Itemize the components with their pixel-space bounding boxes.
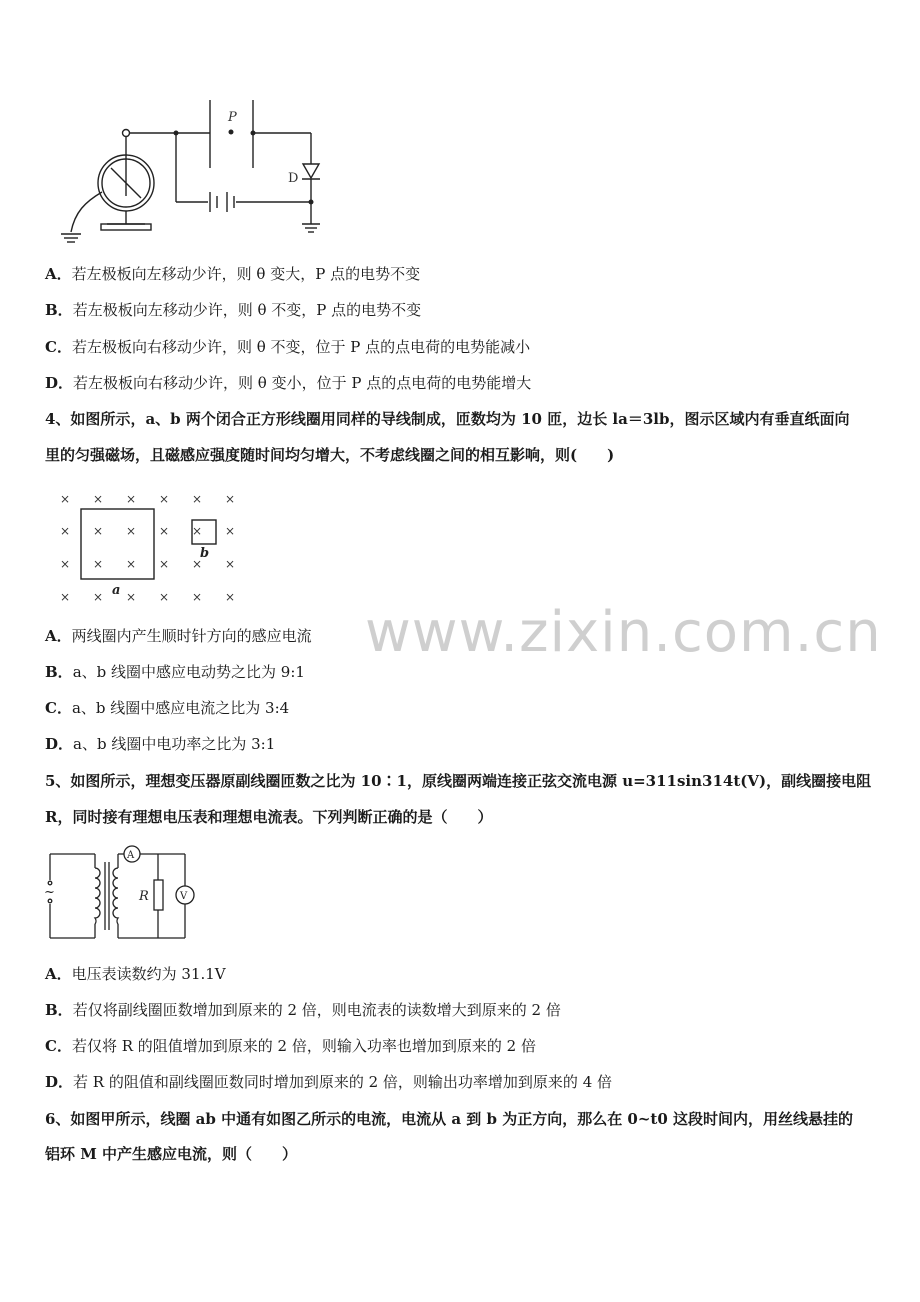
label-D: D bbox=[288, 171, 299, 186]
voltmeter-label: V bbox=[180, 891, 188, 902]
option-letter: A． bbox=[45, 265, 72, 283]
q4-option-b[interactable] bbox=[45, 661, 305, 683]
option-text: a、b 线圈中感应电动势之比为 9:1 bbox=[72, 663, 305, 681]
q5-option-a[interactable] bbox=[45, 963, 226, 985]
q4-option-d[interactable] bbox=[45, 733, 275, 755]
label-a: a bbox=[112, 583, 121, 598]
option-text: 若仅将 R 的阻值增加到原来的 2 倍，则输入功率也增加到原来的 2 倍 bbox=[71, 1037, 536, 1055]
option-text: 电压表读数约为 31.1V bbox=[71, 965, 226, 983]
option-letter: D． bbox=[45, 735, 74, 753]
field-mark: × bbox=[192, 557, 203, 571]
option-letter: C． bbox=[45, 338, 72, 356]
field-mark: × bbox=[225, 557, 236, 571]
q5-option-d[interactable] bbox=[45, 1071, 612, 1093]
field-mark: × bbox=[192, 492, 203, 506]
field-mark: × bbox=[225, 524, 236, 538]
field-mark: × bbox=[93, 557, 104, 571]
q4-stem-line1: 4、如图所示，a、b 两个闭合正方形线圈用同样的导线制成，匝数均为 10 匝，边长 la＝3lb，图示区域内有垂直纸面向 bbox=[45, 410, 850, 428]
q3-option-d[interactable] bbox=[45, 372, 531, 394]
field-mark: × bbox=[93, 492, 104, 506]
option-letter: A． bbox=[45, 965, 72, 983]
ammeter-label: A bbox=[127, 850, 135, 861]
resistor-label: R bbox=[139, 889, 149, 904]
q4-coils-figure bbox=[50, 482, 250, 607]
field-mark: × bbox=[225, 590, 236, 604]
q3-option-a[interactable] bbox=[45, 263, 420, 285]
label-P: P bbox=[228, 110, 237, 125]
field-mark: × bbox=[159, 590, 170, 604]
q4-option-a[interactable] bbox=[45, 625, 312, 647]
q4-option-c[interactable] bbox=[45, 697, 289, 719]
option-text: a、b 线圈中感应电流之比为 3:4 bbox=[71, 699, 290, 717]
q5-stem-line1: 5、如图所示，理想变压器原副线圈匝数之比为 10∶1，原线圈两端连接正弦交流电源 u=311sin314t(V)，副线圈接电阻 bbox=[45, 772, 872, 790]
field-mark: × bbox=[126, 557, 137, 571]
field-mark: × bbox=[60, 492, 71, 506]
field-mark: × bbox=[126, 492, 137, 506]
option-letter: C． bbox=[45, 699, 72, 717]
field-mark: × bbox=[225, 492, 236, 506]
field-mark: × bbox=[159, 524, 170, 538]
option-letter: D． bbox=[45, 374, 74, 392]
q3-option-c[interactable] bbox=[45, 336, 530, 358]
option-text: 若左极板向右移动少许，则 θ 变小，位于 P 点的点电荷的电势能增大 bbox=[73, 374, 532, 392]
option-text: 若 R 的阻值和副线圈匝数同时增加到原来的 2 倍，则输出功率增加到原来的 4 倍 bbox=[73, 1073, 613, 1091]
watermark: www.zixin.com.cn bbox=[365, 600, 882, 665]
option-letter: A． bbox=[45, 627, 72, 645]
label-b: b bbox=[200, 546, 210, 561]
q3-option-b[interactable] bbox=[45, 299, 421, 321]
q6-stem-line2: 铝环 M 中产生感应电流，则（ ） bbox=[45, 1145, 298, 1163]
q5-transformer-figure bbox=[40, 842, 210, 944]
q4-stem-line2: 里的匀强磁场，且磁感应强度随时间均匀增大，不考虑线圈之间的相互影响，则( ) bbox=[45, 446, 615, 464]
field-mark: × bbox=[192, 524, 203, 538]
option-text: 若仅将副线圈匝数增加到原来的 2 倍，则电流表的读数增大到原来的 2 倍 bbox=[72, 1001, 561, 1019]
field-mark: × bbox=[60, 590, 71, 604]
field-mark: × bbox=[60, 524, 71, 538]
option-letter: B． bbox=[45, 1001, 73, 1019]
ac-source-symbol: ~ bbox=[44, 885, 55, 900]
field-mark: × bbox=[93, 590, 104, 604]
field-mark: × bbox=[93, 524, 104, 538]
option-letter: D． bbox=[45, 1073, 74, 1091]
option-letter: B． bbox=[45, 301, 73, 319]
q5-stem-line2: R，同时接有理想电压表和理想电流表。下列判断正确的是（ ） bbox=[45, 808, 493, 826]
field-mark: × bbox=[60, 557, 71, 571]
q3-circuit-figure bbox=[55, 92, 335, 252]
coil-a bbox=[81, 509, 154, 579]
option-text: 若左极板向左移动少许，则 θ 不变，P 点的电势不变 bbox=[72, 301, 422, 319]
option-text: 两线圈内产生顺时针方向的感应电流 bbox=[71, 627, 312, 645]
option-text: 若左极板向左移动少许，则 θ 变大，P 点的电势不变 bbox=[71, 265, 421, 283]
field-mark: × bbox=[192, 590, 203, 604]
q5-option-b[interactable] bbox=[45, 999, 561, 1021]
q5-option-c[interactable] bbox=[45, 1035, 536, 1057]
option-text: 若左极板向右移动少许，则 θ 不变，位于 P 点的点电荷的电势能减小 bbox=[71, 338, 531, 356]
option-letter: B． bbox=[45, 663, 73, 681]
field-mark: × bbox=[159, 557, 170, 571]
field-mark: × bbox=[126, 590, 137, 604]
field-mark: × bbox=[126, 524, 137, 538]
field-mark: × bbox=[159, 492, 170, 506]
q6-stem-line1: 6、如图甲所示，线圈 ab 中通有如图乙所示的电流，电流从 a 到 b 为正方向，那么在 0~t0 这段时间内，用丝线悬挂的 bbox=[45, 1110, 854, 1128]
option-letter: C． bbox=[45, 1037, 72, 1055]
option-text: a、b 线圈中电功率之比为 3:1 bbox=[73, 735, 276, 753]
